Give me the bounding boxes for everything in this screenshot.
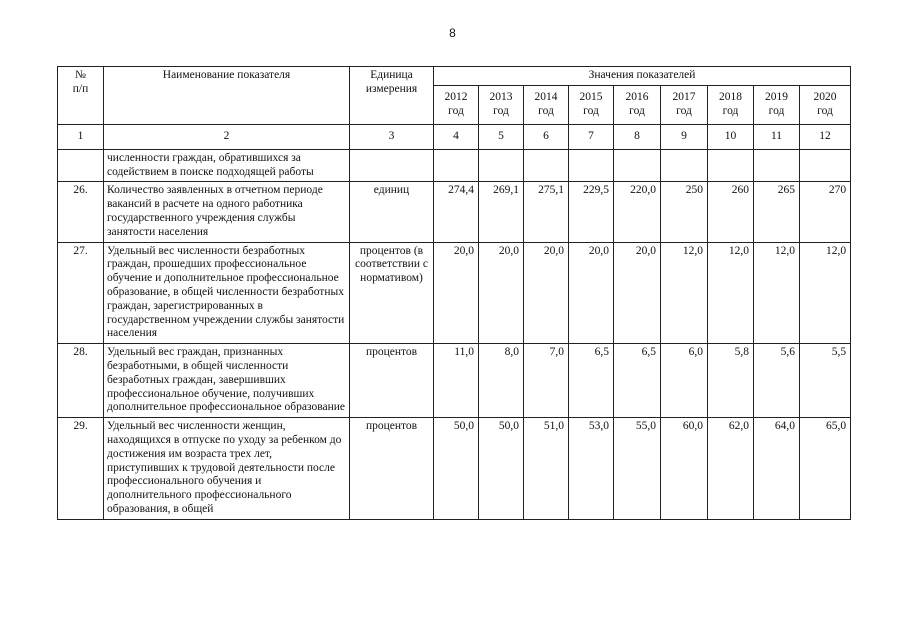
column-index-cell: 2	[104, 124, 350, 149]
indicator-value: 12,0	[708, 242, 754, 344]
indicator-unit: процентов (в соответствии с нормативом)	[350, 242, 434, 344]
indicator-value	[800, 149, 851, 182]
indicator-value: 62,0	[708, 418, 754, 520]
indicator-unit: процентов	[350, 418, 434, 520]
indicator-value: 20,0	[614, 242, 661, 344]
indicator-value: 6,0	[661, 344, 708, 418]
indicator-value: 51,0	[524, 418, 569, 520]
column-index-cell: 8	[614, 124, 661, 149]
table-row	[58, 344, 851, 418]
indicator-name: Удельный вес численности безработных граждан, прошедших профессиональное обучение и дополнительное профессиональное образование, в общей численности безработных граждан, зарегистрированных в государственном учреждении службы занятости населения	[104, 242, 350, 344]
table-row	[58, 182, 851, 242]
indicator-value: 265	[754, 182, 800, 242]
column-index-cell: 11	[754, 124, 800, 149]
header-indicator-name: Наименование показателя	[104, 67, 350, 125]
header-unit: Единица измерения	[350, 67, 434, 125]
header-year: 2018 год	[708, 85, 754, 124]
indicator-value: 274,4	[434, 182, 479, 242]
column-index-cell: 9	[661, 124, 708, 149]
header-year: 2013 год	[479, 85, 524, 124]
indicator-value	[661, 149, 708, 182]
indicator-value: 7,0	[524, 344, 569, 418]
indicator-name: Количество заявленных в отчетном периоде вакансий в расчете на одного работника государственного учреждения службы занятости населения	[104, 182, 350, 242]
indicator-value: 12,0	[800, 242, 851, 344]
header-year: 2017 год	[661, 85, 708, 124]
column-index-cell: 12	[800, 124, 851, 149]
indicator-value: 50,0	[434, 418, 479, 520]
header-year: 2012 год	[434, 85, 479, 124]
indicator-unit: процентов	[350, 344, 434, 418]
indicator-value	[434, 149, 479, 182]
indicator-value: 5,5	[800, 344, 851, 418]
header-year: 2019 год	[754, 85, 800, 124]
indicator-value: 12,0	[754, 242, 800, 344]
indicator-value: 220,0	[614, 182, 661, 242]
header-year: 2020 год	[800, 85, 851, 124]
indicator-value: 6,5	[569, 344, 614, 418]
table-row	[58, 418, 851, 520]
indicators-table	[57, 66, 851, 520]
indicator-value: 20,0	[479, 242, 524, 344]
table-row	[58, 149, 851, 182]
header-values: Значения показателей	[434, 67, 851, 86]
indicator-value: 12,0	[661, 242, 708, 344]
indicator-value	[569, 149, 614, 182]
page-number: 8	[449, 26, 456, 40]
row-number: 27.	[58, 242, 104, 344]
column-index-cell: 10	[708, 124, 754, 149]
header-year: 2014 год	[524, 85, 569, 124]
row-number: 26.	[58, 182, 104, 242]
indicator-value: 8,0	[479, 344, 524, 418]
row-number	[58, 149, 104, 182]
indicator-value: 5,6	[754, 344, 800, 418]
column-index-cell: 6	[524, 124, 569, 149]
indicator-unit: единиц	[350, 182, 434, 242]
header-year: 2015 год	[569, 85, 614, 124]
row-number: 28.	[58, 344, 104, 418]
indicator-value: 20,0	[434, 242, 479, 344]
indicator-name: Удельный вес граждан, признанных безработными, в общей численности безработных граждан, завершивших профессиональное обучение, получивших дополнительное профессиональное образование	[104, 344, 350, 418]
indicator-value: 20,0	[569, 242, 614, 344]
indicator-name: численности граждан, обратившихся за содействием в поиске подходящей работы	[104, 149, 350, 182]
column-index-cell: 3	[350, 124, 434, 149]
column-index-cell: 1	[58, 124, 104, 149]
indicator-value: 269,1	[479, 182, 524, 242]
header-index-row	[58, 124, 851, 149]
indicator-value: 5,8	[708, 344, 754, 418]
header-year: 2016 год	[614, 85, 661, 124]
indicator-value	[754, 149, 800, 182]
indicator-value: 250	[661, 182, 708, 242]
table-row	[58, 242, 851, 344]
indicator-value: 20,0	[524, 242, 569, 344]
indicator-name: Удельный вес численности женщин, находящихся в отпуске по уходу за ребенком до достижения им возраста трех лет, приступивших к трудовой деятельности после профессионального обучения и дополнительного профессионального образования, в общей	[104, 418, 350, 520]
indicator-value	[524, 149, 569, 182]
header-row-top	[58, 67, 851, 86]
indicator-value: 6,5	[614, 344, 661, 418]
indicator-value: 260	[708, 182, 754, 242]
column-index-cell: 7	[569, 124, 614, 149]
indicator-value: 53,0	[569, 418, 614, 520]
indicator-value: 270	[800, 182, 851, 242]
column-index-cell: 4	[434, 124, 479, 149]
indicator-value	[614, 149, 661, 182]
indicator-value: 275,1	[524, 182, 569, 242]
indicator-value	[479, 149, 524, 182]
indicator-value: 60,0	[661, 418, 708, 520]
indicator-value: 229,5	[569, 182, 614, 242]
indicator-unit	[350, 149, 434, 182]
indicator-value: 65,0	[800, 418, 851, 520]
row-number: 29.	[58, 418, 104, 520]
header-number: № п/п	[58, 67, 104, 125]
indicator-value	[708, 149, 754, 182]
indicator-value: 55,0	[614, 418, 661, 520]
indicator-value: 50,0	[479, 418, 524, 520]
column-index-cell: 5	[479, 124, 524, 149]
indicator-value: 64,0	[754, 418, 800, 520]
indicator-value: 11,0	[434, 344, 479, 418]
